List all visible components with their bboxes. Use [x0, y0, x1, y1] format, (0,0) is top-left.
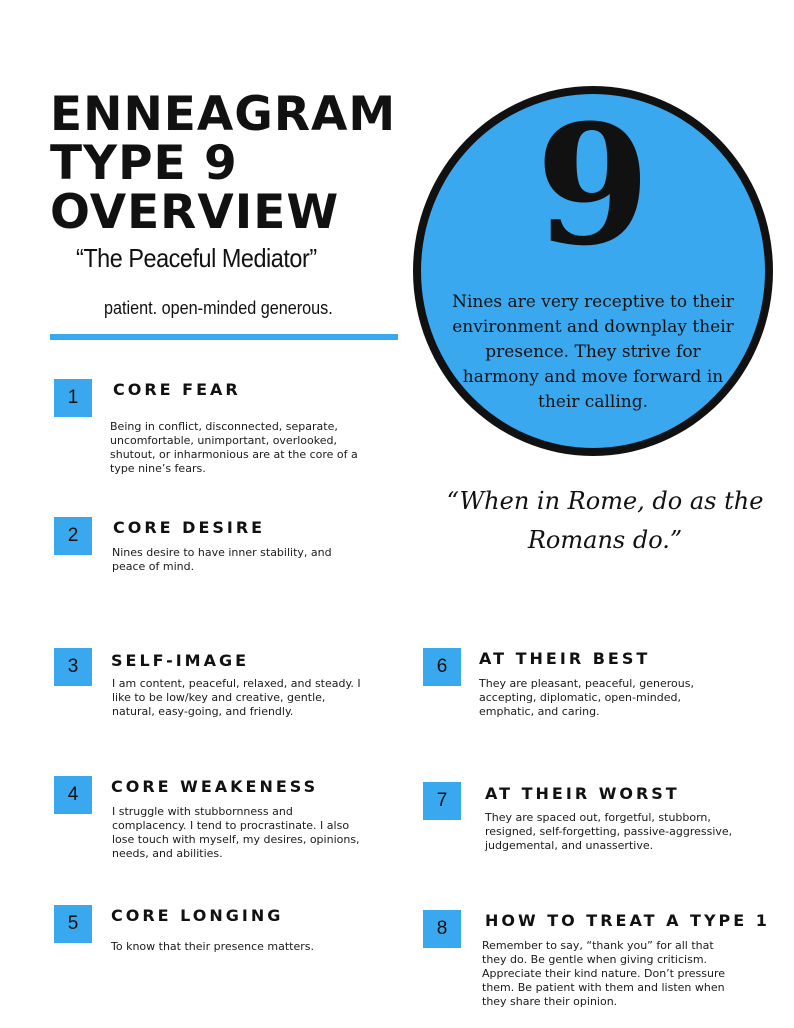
section-heading: HOW TO TREAT A TYPE 1: [485, 911, 770, 930]
section-number: 4: [54, 776, 92, 814]
type-circle: [413, 86, 773, 456]
section-text: Remember to say, “thank you” for all that they do. Be gentle when giving criticism. Appreciate their kind nature. Don’t pressure them. Be patient with them and listen when they share their opinion.: [482, 939, 725, 1008]
section-text: Nines desire to have inner stability, and peace of mind.: [112, 546, 332, 573]
title-line-1: ENNEAGRAM: [50, 87, 397, 142]
section-text: They are pleasant, peaceful, generous, accepting, diplomatic, open-minded, emphatic, and caring.: [479, 677, 694, 718]
subtitle: “The Peaceful Mediator”: [76, 243, 317, 273]
section-number: 8: [423, 910, 461, 948]
title-line-3: OVERVIEW: [50, 185, 340, 240]
section-heading: AT THEIR WORST: [485, 784, 680, 803]
divider-bar: [50, 334, 398, 340]
section-text: They are spaced out, forgetful, stubborn, resigned, self-forgetting, passive-aggressive, judgemental, and unassertive.: [485, 811, 733, 852]
section-text: Being in conflict, disconnected, separate, uncomfortable, unimportant, overlooked, shutout, or inharmonious are at the core of a type nine’s fears.: [110, 420, 358, 475]
section-number: 1: [54, 379, 92, 417]
section-text: I struggle with stubbornness and complacency. I tend to procrastinate. I also lose touch with myself, my desires, opinions, needs, and abilities.: [112, 805, 360, 860]
section-heading: CORE WEAKENESS: [111, 777, 319, 796]
big-number: 9: [535, 88, 651, 282]
section-number: 5: [54, 905, 92, 943]
circle-description: Nines are very receptive to their environment and downplay their presence. They strive for harmony and move forward in their calling.: [452, 292, 734, 412]
section-heading: CORE LONGING: [111, 906, 284, 925]
section-heading: AT THEIR BEST: [479, 649, 651, 668]
title-line-2: TYPE 9: [50, 136, 238, 191]
page-title: [50, 87, 397, 240]
section-number: 6: [423, 648, 461, 686]
section-number: 7: [423, 782, 461, 820]
section-heading: CORE FEAR: [113, 380, 241, 399]
section-number: 2: [54, 517, 92, 555]
section-text: I am content, peaceful, relaxed, and steady. I like to be low/key and creative, gentle, natural, easy-going, and friendly.: [112, 677, 361, 718]
section-heading: CORE DESIRE: [113, 518, 266, 537]
section-number: 3: [54, 648, 92, 686]
section-text: To know that their presence matters.: [111, 940, 315, 953]
traits-line: patient. open-minded generous.: [104, 298, 333, 318]
section-heading: SELF-IMAGE: [111, 651, 250, 670]
quote: “When in Rome, do as the Romans do.”: [446, 487, 764, 554]
